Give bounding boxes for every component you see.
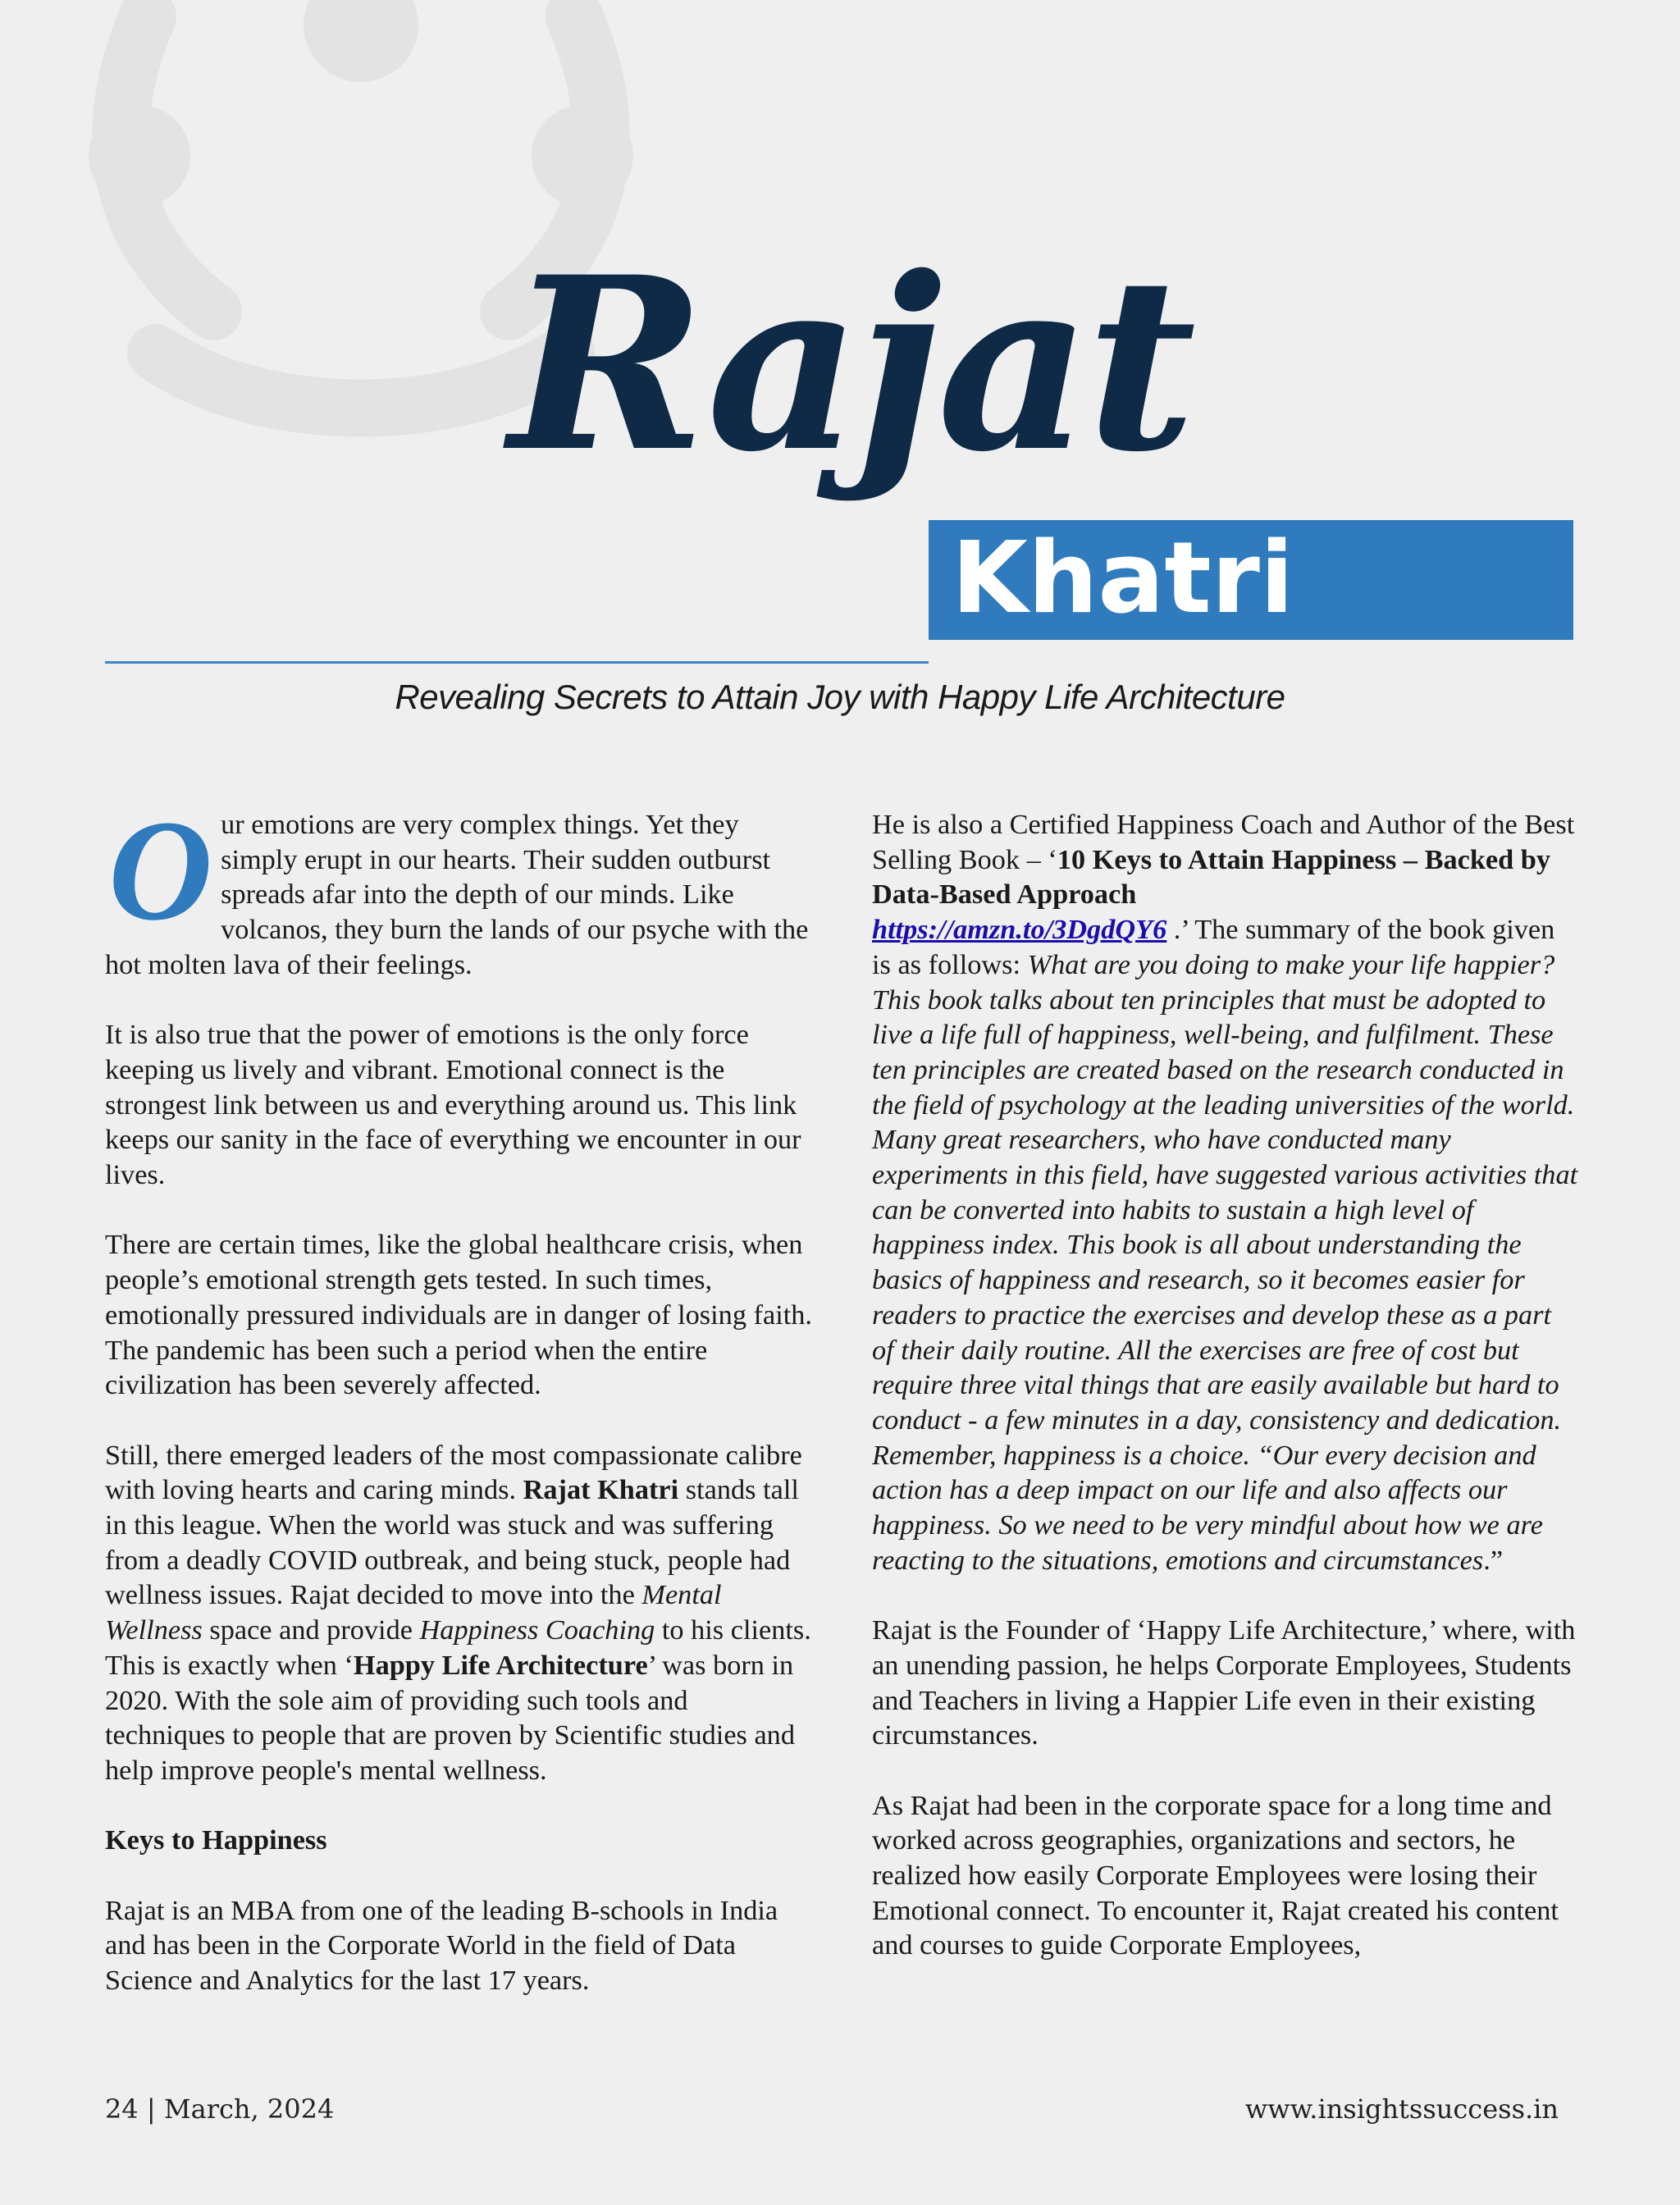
paragraph: It is also true that the power of emotions is the only force keeping us lively and vibrant. Emotional connect is the strongest link between us and everything around us. This link keeps our sanity in the face of everything we encounter in our lives. [105,1019,801,1191]
title-last-name: Khatri [952,522,1294,636]
website-url: www.insightssuccess.in [1244,2093,1559,2125]
last-name-banner [929,520,1573,640]
paragraph: Rajat is the Founder of ‘Happy Life Architecture,’ where, with an unending passion, he helps Corporate Employees, Students and Teachers in living a Happier Life even in their existing circumstances. [872,1614,1576,1751]
intro-paragraph [105,791,812,983]
text: .” [1483,1544,1504,1576]
italic-term: Happiness Coaching [419,1614,655,1646]
text: Still, there emerged leaders of the most compassionate calibre with loving hearts and caring minds. [105,1439,802,1506]
book-link[interactable]: https://amzn.to/3DgdQY6 [872,914,1167,946]
text: .’ The summary of the book given is as follows: [872,914,1555,980]
text: space and provide [202,1614,420,1646]
bold-name: Rajat Khatri [523,1474,679,1506]
right-column [872,807,1579,1998]
paragraph [872,807,1579,1577]
title-divider [105,661,929,664]
paragraph: As Rajat had been in the corporate space for a long time and worked across geographies, organizations and sectors, he realized how easily Corporate Employees were losing their Emotional connect. To encounter it, Rajat created his content and courses to guide Corporate Employees, [872,1789,1559,1961]
text: to his clients. This is exactly when ‘ [105,1614,811,1681]
text: stands tall in this league. When the world was stuck and was suffering from a deadly COVID outbreak, and being stuck, people had wellness issues. Rajat decided to move into the [105,1474,799,1611]
bold-term: Happy Life Architecture [353,1649,648,1681]
paragraph: There are certain times, like the global healthcare crisis, when people’s emotional strength gets tested. In such times, emotionally pressured individuals are in danger of losing faith. The pandemic has been such a period when the entire civilization has been severely affected. [105,1229,812,1401]
paragraph: Rajat is an MBA from one of the leading B-schools in India and has been in the Corporate World in the field of Data Science and Analytics for the last 17 years. [105,1894,778,1997]
article-subtitle: Revealing Secrets to Attain Joy with Happy Life Architecture [395,678,1285,716]
heading-text: Keys to Happiness [105,1824,327,1856]
italic-term: Mental Wellness [105,1579,722,1646]
text: ’ was born in 2020. With the sole aim of providing such tools and techniques to people that are proven by Scientific studies and help improve people's mental wellness. [105,1649,795,1786]
paragraph [105,1438,812,1788]
text: He is also a Certified Happiness Coach and Author of the Best Selling Book – ‘ [872,809,1575,875]
left-column [105,791,812,2034]
intro-text: ur emotions are very complex things. Yet they simply erupt in our hearts. Their sudden outburst spreads afar into the depth of our minds. Like volcanos, they burn the lands of our psyche with the hot molten lava of their feelings. [105,809,809,980]
book-title: 10 Keys to Attain Happiness – Backed by Data-Based Approach [872,843,1551,911]
book-summary: What are you doing to make your life happier? This book talks about ten principles that must be adopted to live a life full of happiness, well-being, and fulfilment. These ten principles are created based on the research conducted in the field of psychology at the leading universities of the world. Many great researchers, who have conducted many experiments in this field, have suggested various activities that can be converted into habits to sustain a high level of happiness index. This book is all about understanding the basics of happiness and research, so it becomes easier for readers to practice the exercises and develop these as a part of their daily routine. All the exercises are free of cost but require three vital things that are easily available but hard to conduct - a few minutes in a day, consistency and dedication. Remember, happiness is a choice. “Our every decision and action has a deep impact on our life and also affects our happiness. So we need to be very mindful about how we are reacting to the situations, emotions and circumstances [872,948,1578,1576]
page-number-date: 24 | March, 2024 [105,2093,335,2125]
title-first-name: Rajat [509,226,1192,504]
section-heading [105,1823,812,1858]
drop-cap: O [108,791,213,951]
